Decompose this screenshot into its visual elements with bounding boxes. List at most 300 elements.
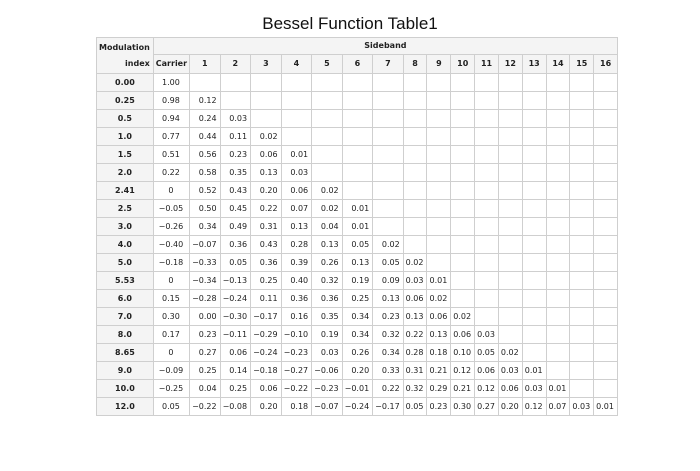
table-cell [475,164,499,182]
table-cell [594,308,618,326]
table-cell [451,128,475,146]
table-cell [546,290,570,308]
table-cell: 0.25 [190,362,221,380]
table-cell [570,236,594,254]
table-cell: −0.27 [281,362,312,380]
table-cell: −0.30 [220,308,251,326]
table-cell: 0.20 [342,362,373,380]
table-cell: 0.28 [403,344,427,362]
table-cell [403,74,427,92]
table-cell [522,218,546,236]
bessel-table-container [96,37,618,416]
table-cell: 0.36 [251,254,282,272]
table-cell: 0.03 [522,380,546,398]
table-cell [451,92,475,110]
table-cell: 0.30 [451,398,475,416]
table-cell [312,92,343,110]
table-cell [475,218,499,236]
table-cell [594,326,618,344]
table-cell [522,164,546,182]
table-cell [342,92,373,110]
table-row [97,326,618,344]
table-cell: 0.02 [312,200,343,218]
table-cell [498,110,522,128]
table-cell: −0.33 [190,254,221,272]
table-cell [522,92,546,110]
table-cell [475,308,499,326]
table-cell [594,272,618,290]
table-cell: 0.23 [220,146,251,164]
table-cell [251,92,282,110]
table-row [97,218,618,236]
table-cell [220,92,251,110]
table-cell: 0.50 [190,200,221,218]
table-cell [570,92,594,110]
table-cell: 0.94 [153,110,189,128]
table-row [97,254,618,272]
modulation-index-cell: 0.5 [97,110,154,128]
table-cell [451,218,475,236]
table-cell: −0.34 [190,272,221,290]
table-row [97,380,618,398]
table-cell: −0.18 [153,254,189,272]
table-cell: −0.05 [153,200,189,218]
column-header-sideband-4: 4 [281,55,312,74]
table-cell: −0.29 [251,326,282,344]
table-row [97,362,618,380]
table-cell: 0.13 [251,164,282,182]
modulation-index-cell: 7.0 [97,308,154,326]
table-cell: 0.06 [251,380,282,398]
column-header-sideband-11: 11 [475,55,499,74]
table-cell [451,290,475,308]
table-cell: 0.10 [451,344,475,362]
table-cell [570,326,594,344]
column-header-sideband-2: 2 [220,55,251,74]
table-cell: 0.19 [342,272,373,290]
table-cell [451,74,475,92]
table-cell [522,236,546,254]
table-cell [594,128,618,146]
table-cell: 0.25 [220,380,251,398]
table-cell [475,182,499,200]
table-cell [594,254,618,272]
table-cell [570,380,594,398]
table-cell: 0.03 [475,326,499,344]
table-row [97,290,618,308]
table-cell: 0.26 [342,344,373,362]
table-cell: 0.23 [373,308,404,326]
table-cell [451,182,475,200]
table-cell: −0.24 [342,398,373,416]
table-cell: 0.13 [312,236,343,254]
table-cell [427,236,451,254]
table-cell [373,164,404,182]
modulation-index-cell: 5.53 [97,272,154,290]
table-cell [570,74,594,92]
table-row [97,236,618,254]
table-cell [522,344,546,362]
table-cell [451,254,475,272]
modulation-index-cell: 0.25 [97,92,154,110]
table-cell: 0.06 [251,146,282,164]
table-cell [594,164,618,182]
table-cell: 0.05 [220,254,251,272]
table-cell: 0.13 [403,308,427,326]
table-cell [427,92,451,110]
table-cell: 0.06 [220,344,251,362]
column-header-sideband-6: 6 [342,55,373,74]
table-cell [498,74,522,92]
table-cell: 0.13 [427,326,451,344]
table-cell [546,200,570,218]
table-cell: 0.35 [220,164,251,182]
table-row [97,128,618,146]
table-cell: 0.28 [281,236,312,254]
table-cell [342,146,373,164]
table-cell: 0.03 [220,110,251,128]
modulation-index-cell: 9.0 [97,362,154,380]
table-cell: 0.36 [312,290,343,308]
table-cell [594,146,618,164]
modulation-index-cell: 8.65 [97,344,154,362]
table-cell: 0.27 [475,398,499,416]
table-cell [342,128,373,146]
table-cell [546,74,570,92]
table-cell [342,164,373,182]
table-cell: 0.03 [312,344,343,362]
table-cell [475,236,499,254]
table-cell: 0.33 [373,362,404,380]
table-cell [498,182,522,200]
table-cell [373,92,404,110]
modulation-index-cell: 0.00 [97,74,154,92]
table-cell [451,236,475,254]
table-cell [498,236,522,254]
column-header-sideband-8: 8 [403,55,427,74]
table-cell: 0.31 [403,362,427,380]
table-cell [570,128,594,146]
table-cell [373,146,404,164]
table-cell [373,128,404,146]
table-row [97,344,618,362]
table-cell: 0.20 [251,182,282,200]
table-cell: 0.23 [427,398,451,416]
table-cell [594,218,618,236]
table-cell: 0.43 [251,236,282,254]
table-cell: 0.04 [312,218,343,236]
table-cell: 0.36 [281,290,312,308]
column-header-sideband-1: 1 [190,55,221,74]
table-cell [427,182,451,200]
table-cell [373,110,404,128]
table-cell [594,74,618,92]
table-cell: 0 [153,272,189,290]
table-cell [190,74,221,92]
table-cell: −0.28 [190,290,221,308]
table-cell: 0.01 [342,218,373,236]
table-cell [281,92,312,110]
table-body [97,74,618,416]
table-row [97,182,618,200]
table-cell: 0.12 [190,92,221,110]
table-row [97,200,618,218]
table-cell [546,218,570,236]
table-cell: 0.32 [403,380,427,398]
table-cell: 0.23 [190,326,221,344]
table-cell [427,110,451,128]
table-cell [522,146,546,164]
table-cell [220,74,251,92]
modulation-index-cell: 10.0 [97,380,154,398]
table-cell [498,272,522,290]
table-cell: 0.31 [251,218,282,236]
table-cell [570,308,594,326]
table-cell [312,74,343,92]
table-cell: 0.07 [281,200,312,218]
table-cell [546,272,570,290]
table-cell [475,254,499,272]
column-header-sideband-15: 15 [570,55,594,74]
table-cell [312,128,343,146]
table-cell: 0.20 [498,398,522,416]
table-cell [312,110,343,128]
table-cell: 0.01 [342,200,373,218]
table-cell [281,110,312,128]
table-cell [427,146,451,164]
column-header-sideband-13: 13 [522,55,546,74]
table-cell [342,74,373,92]
table-cell [373,218,404,236]
table-cell [546,236,570,254]
table-cell [498,218,522,236]
table-cell: 0.51 [153,146,189,164]
table-cell: −0.07 [190,236,221,254]
modulation-index-cell: 8.0 [97,326,154,344]
table-cell: 0.12 [451,362,475,380]
table-cell: 0.22 [403,326,427,344]
table-cell [403,200,427,218]
column-header-sideband-7: 7 [373,55,404,74]
table-cell: −0.24 [220,290,251,308]
table-cell: 0.01 [281,146,312,164]
table-cell: −0.40 [153,236,189,254]
table-cell [522,254,546,272]
table-cell [522,182,546,200]
table-cell: 0.02 [498,344,522,362]
table-cell: −0.22 [190,398,221,416]
column-header-sideband-9: 9 [427,55,451,74]
table-cell [342,182,373,200]
table-cell: 0.11 [220,128,251,146]
table-cell: 0.02 [251,128,282,146]
table-cell: 0.34 [373,344,404,362]
table-cell: 0.00 [190,308,221,326]
table-cell: −0.08 [220,398,251,416]
column-header-sideband-5: 5 [312,55,343,74]
table-cell: 0.01 [522,362,546,380]
table-cell [281,74,312,92]
table-cell: 0.03 [498,362,522,380]
table-cell: 0.77 [153,128,189,146]
table-cell: 0.06 [451,326,475,344]
table-cell: 0.22 [373,380,404,398]
page-title: Bessel Function Table1 [262,14,438,33]
table-cell [475,74,499,92]
table-cell: −0.17 [251,308,282,326]
table-cell: 0.03 [403,272,427,290]
table-cell: 0.22 [153,164,189,182]
table-cell: −0.07 [312,398,343,416]
table-cell [522,272,546,290]
column-header-carrier: Carrier [153,55,189,74]
modulation-index-cell: 2.0 [97,164,154,182]
table-cell [546,326,570,344]
table-cell: −0.10 [281,326,312,344]
table-cell: 0.05 [153,398,189,416]
table-cell: −0.06 [312,362,343,380]
table-cell: 0.25 [251,272,282,290]
table-cell: 0.05 [475,344,499,362]
table-cell: −0.26 [153,218,189,236]
table-cell [451,200,475,218]
table-cell [546,92,570,110]
column-header-row [97,55,618,74]
table-cell: −0.13 [220,272,251,290]
table-cell [498,308,522,326]
table-cell [427,254,451,272]
table-cell [342,110,373,128]
table-cell [522,110,546,128]
table-row [97,74,618,92]
table-cell [451,272,475,290]
table-cell: −0.09 [153,362,189,380]
table-cell [570,290,594,308]
table-cell [546,110,570,128]
table-cell [594,290,618,308]
table-cell [570,272,594,290]
table-cell: 0.20 [251,398,282,416]
table-cell [570,362,594,380]
table-cell [498,200,522,218]
table-cell [403,236,427,254]
table-cell: 0.21 [427,362,451,380]
table-cell: 0.13 [373,290,404,308]
table-cell [570,110,594,128]
column-header-sideband-16: 16 [594,55,618,74]
table-cell: 0.02 [451,308,475,326]
sideband-group-header: Sideband [153,38,617,55]
header-row-group [97,38,618,55]
table-cell: 0.52 [190,182,221,200]
table-cell: 0.12 [522,398,546,416]
table-cell: 0.03 [281,164,312,182]
table-cell [312,164,343,182]
table-cell: 0.21 [451,380,475,398]
table-cell: 0.01 [594,398,618,416]
table-cell [546,128,570,146]
table-cell [373,182,404,200]
table-cell: 0.34 [342,326,373,344]
table-cell [451,164,475,182]
table-cell: 0.32 [373,326,404,344]
table-cell: 0.36 [220,236,251,254]
table-cell [427,200,451,218]
modulation-index-cell: 3.0 [97,218,154,236]
table-cell [403,164,427,182]
table-cell [546,344,570,362]
table-cell [427,164,451,182]
table-cell: 0.18 [427,344,451,362]
table-cell [281,128,312,146]
table-cell: 0 [153,182,189,200]
table-cell: 0.06 [403,290,427,308]
table-cell: 0.27 [190,344,221,362]
table-cell: 0.02 [403,254,427,272]
table-row [97,146,618,164]
table-cell: 0.06 [498,380,522,398]
table-cell [373,200,404,218]
table-cell: −0.22 [281,380,312,398]
column-header-sideband-12: 12 [498,55,522,74]
table-cell [498,326,522,344]
table-cell [498,290,522,308]
table-cell: 0.45 [220,200,251,218]
table-cell [475,92,499,110]
table-cell [403,110,427,128]
table-cell [475,272,499,290]
table-cell: 0.39 [281,254,312,272]
table-cell [594,380,618,398]
modulation-index-cell: 12.0 [97,398,154,416]
table-cell: 0.09 [373,272,404,290]
table-cell: 0.11 [251,290,282,308]
column-header-sideband-10: 10 [451,55,475,74]
table-cell [522,200,546,218]
table-cell: 0.19 [312,326,343,344]
table-cell: 0.07 [546,398,570,416]
table-cell [546,362,570,380]
table-cell [522,128,546,146]
table-cell [546,182,570,200]
table-cell: −0.23 [312,380,343,398]
table-cell: 0.29 [427,380,451,398]
table-cell [427,218,451,236]
table-row [97,272,618,290]
table-row [97,308,618,326]
table-cell [594,92,618,110]
table-cell: 0.35 [312,308,343,326]
table-cell: 0.30 [153,308,189,326]
table-cell: 0.44 [190,128,221,146]
table-cell [498,254,522,272]
table-cell [403,128,427,146]
table-cell [251,74,282,92]
table-cell: −0.17 [373,398,404,416]
modulation-header-line2: index [125,58,150,68]
table-cell: 0.13 [281,218,312,236]
table-cell: 0.25 [342,290,373,308]
table-row [97,164,618,182]
table-cell: 0.22 [251,200,282,218]
modulation-index-header [97,38,154,74]
table-cell [475,128,499,146]
modulation-index-cell: 2.5 [97,200,154,218]
table-cell: 0.14 [220,362,251,380]
table-cell [594,236,618,254]
table-cell: 0.06 [281,182,312,200]
table-cell: 0.05 [342,236,373,254]
